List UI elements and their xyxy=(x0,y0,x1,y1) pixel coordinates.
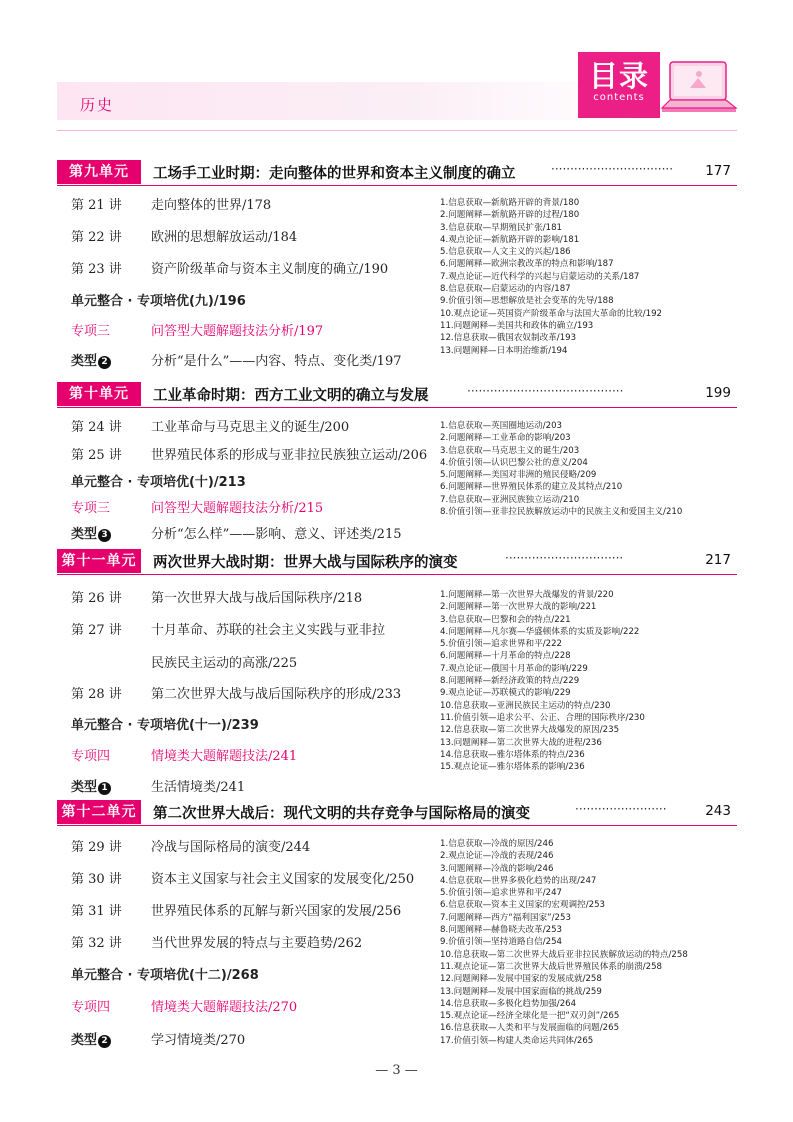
topic-item: 10.观点论证—英国资产阶级革命与法国大革命的比较/192 xyxy=(440,308,663,319)
topic-item: 1.信息获取—英国圈地运动/203 xyxy=(440,421,563,431)
toc-entry[interactable] xyxy=(71,416,349,435)
topic-item: 2.问题阐释—工业革命的影响/203 xyxy=(440,433,571,444)
topic-item: 8.问题阐释—赫鲁晓夫改革/253 xyxy=(440,925,563,936)
topic-item: 15.观点论证—经济全球化是一把“双刃剑”/265 xyxy=(440,1011,620,1022)
special-topic-entry[interactable] xyxy=(71,996,297,1015)
entry-text: 当代世界发展的特点与主要趋势/262 xyxy=(151,936,363,951)
toc-entry[interactable] xyxy=(71,194,271,213)
toc-entry[interactable] xyxy=(71,836,310,855)
unit-12 xyxy=(57,800,737,1048)
topic-item: 7.观点论证—近代科学的兴起与启蒙运动的关系/187 xyxy=(440,271,640,282)
unit-heading xyxy=(57,549,737,575)
unit-page: 199 xyxy=(705,385,731,401)
unit-underline xyxy=(57,825,737,826)
toc-entry[interactable] xyxy=(71,258,388,277)
entry-text: 分析“怎么样”——影响、意义、评述类/215 xyxy=(151,527,402,542)
unit-11 xyxy=(57,549,737,795)
unit-title: 工业革命时期：西方工业文明的确立与发展 xyxy=(153,388,429,404)
topic-list xyxy=(440,420,740,518)
entry-text: 生活情境类/241 xyxy=(151,780,246,795)
topic-item: 5.信息获取—人文主义的兴起/186 xyxy=(440,247,571,258)
entry-label: 类型 xyxy=(71,354,98,369)
topic-item: 7.信息获取—亚洲民族独立运动/210 xyxy=(440,494,580,505)
topic-item: 12.问题阐释—发展中国家的发展成就/258 xyxy=(440,974,602,985)
entry-label: 第 24 讲 xyxy=(71,420,122,435)
topic-item: 10.信息获取—亚洲民族民主运动的特点/230 xyxy=(440,700,611,711)
unit-tag: 第十二单元 xyxy=(57,800,141,824)
unit-page: 217 xyxy=(705,552,731,568)
topic-item: 2.观点论证—冷战的表现/246 xyxy=(440,851,554,862)
topic-item: 3.信息获取—早期殖民扩张/181 xyxy=(440,222,563,233)
special-topic-entry[interactable] xyxy=(71,320,323,339)
topic-item: 5.问题阐释—美国对非洲的殖民侵略/209 xyxy=(440,470,597,481)
topic-item: 13.问题阐释—发展中国家面临的挑战/259 xyxy=(440,986,602,997)
unit-heading xyxy=(57,800,737,826)
unit-10 xyxy=(57,382,737,542)
topic-item: 3.信息获取—马克思主义的诞生/203 xyxy=(440,445,580,456)
topic-item: 14.信息获取—多极化趋势加强/264 xyxy=(440,998,577,1009)
unit-underline xyxy=(57,407,737,408)
header-rule xyxy=(57,130,737,131)
number-badge: 2 xyxy=(98,356,111,369)
contents-logo-sub: contents xyxy=(593,92,645,103)
topic-item: 2.问题阐释—第一次世界大战的影响/221 xyxy=(440,602,597,613)
number-badge: 1 xyxy=(98,782,111,795)
subject-title: 历史 xyxy=(80,96,115,114)
toc-entry[interactable] xyxy=(71,683,401,702)
header-band xyxy=(57,82,631,120)
topic-item: 14.信息获取—雅尔塔体系的特点/236 xyxy=(440,749,585,760)
entry-label: 单元整合 · 专项培优(十二)/268 xyxy=(71,968,259,983)
topic-item: 6.问题阐释—欧洲宗教改革的特点和影响/187 xyxy=(440,259,614,270)
topic-item: 15.观点论证—雅尔塔体系的影响/236 xyxy=(440,762,585,773)
type-entry[interactable] xyxy=(71,523,402,542)
entry-text: 学习情境类/270 xyxy=(151,1033,246,1048)
topic-item: 6.信息获取—资本主义国家的宏观调控/253 xyxy=(440,900,605,911)
entry-text: 第一次世界大战与战后国际秩序/218 xyxy=(151,591,363,606)
topic-item: 9.价值引领—坚持道路自信/254 xyxy=(440,937,563,948)
entry-label: 第 32 讲 xyxy=(71,936,122,951)
topic-item: 6.问题阐释—世界殖民体系的建立及其特点/210 xyxy=(440,482,623,493)
entry-text: 走向整体的世界/178 xyxy=(151,198,272,213)
entry-text: 冷战与国际格局的演变/244 xyxy=(151,840,311,855)
unit-review-entry[interactable] xyxy=(71,471,246,490)
entry-label: 单元整合 · 专项培优(十)/213 xyxy=(71,475,246,490)
topic-item: 11.观点论证—第二次世界大战后世界殖民体系的崩溃/258 xyxy=(440,961,663,972)
page-number: — 3 — xyxy=(375,1063,418,1078)
unit-9 xyxy=(57,160,737,369)
unit-heading xyxy=(57,382,737,408)
entry-text: 世界殖民体系的瓦解与新兴国家的发展/256 xyxy=(151,904,402,919)
entry-label: 第 28 讲 xyxy=(71,687,122,702)
toc-entry[interactable] xyxy=(71,868,414,887)
topic-item: 5.价值引领—追求世界和平/247 xyxy=(440,888,563,899)
toc-entry[interactable] xyxy=(71,444,427,463)
unit-tag: 第十单元 xyxy=(57,382,141,406)
topic-item: 17.价值引领—构建人类命运共同体/265 xyxy=(440,1035,594,1046)
entry-label: 专项四 xyxy=(71,749,111,764)
type-entry[interactable] xyxy=(71,776,245,795)
unit-review-entry[interactable] xyxy=(71,714,259,733)
entry-label: 第 29 讲 xyxy=(71,840,122,855)
topic-item: 12.信息获取—第二次世界大战爆发的原因/235 xyxy=(440,725,620,736)
entry-text: 欧洲的思想解放运动/184 xyxy=(151,230,298,245)
unit-page: 177 xyxy=(705,163,731,179)
entry-label: 类型 xyxy=(71,527,98,542)
entry-text: 资本主义国家与社会主义国家的发展变化/250 xyxy=(151,872,415,887)
number-badge: 2 xyxy=(98,1035,111,1048)
entry-label: 第 21 讲 xyxy=(71,198,122,213)
leader-dots: ········································· xyxy=(467,384,624,398)
topic-item: 1.信息获取—冷战的原因/246 xyxy=(440,839,554,849)
topic-list xyxy=(440,589,740,773)
unit-tag: 第十一单元 xyxy=(57,549,141,573)
unit-review-entry[interactable] xyxy=(71,964,259,983)
entry-label: 专项三 xyxy=(71,324,111,339)
unit-heading xyxy=(57,160,737,186)
entry-label: 第 25 讲 xyxy=(71,448,122,463)
entry-text: 情境类大题解题技法/270 xyxy=(151,1000,298,1015)
leader-dots: ······························· xyxy=(505,551,624,565)
topic-item: 8.信息获取—启蒙运动的内容/187 xyxy=(440,284,571,295)
toc-entry[interactable] xyxy=(71,900,401,919)
toc-entry[interactable] xyxy=(71,932,362,951)
entry-text: 问答型大题解题技法分析/197 xyxy=(151,324,324,339)
unit-page: 243 xyxy=(705,803,731,819)
special-topic-entry[interactable] xyxy=(71,497,323,516)
entry-label: 第 26 讲 xyxy=(71,591,122,606)
entry-label: 类型 xyxy=(71,1033,98,1048)
topic-list xyxy=(440,838,740,1047)
entry-label: 类型 xyxy=(71,780,98,795)
laptop-icon xyxy=(660,56,740,126)
contents-logo xyxy=(578,52,660,118)
number-badge: 3 xyxy=(98,529,111,542)
topic-item: 8.价值引领—亚非拉民族解放运动中的民族主义和爱国主义/210 xyxy=(440,507,683,518)
topic-item: 4.信息获取—世界多极化趋势的出现/247 xyxy=(440,875,597,886)
topic-list xyxy=(440,197,740,357)
unit-underline xyxy=(57,185,737,186)
topic-item: 4.问题阐释—凡尔赛—华盛顿体系的实质及影响/222 xyxy=(440,626,640,637)
leader-dots: ································ xyxy=(551,162,674,176)
unit-review-entry[interactable] xyxy=(71,290,246,309)
entry-text: 第二次世界大战与战后国际秩序的形成/233 xyxy=(151,687,402,702)
topic-item: 7.观点论证—俄国十月革命的影响/229 xyxy=(440,663,588,674)
topic-item: 1.问题阐释—第一次世界大战爆发的背景/220 xyxy=(440,590,614,600)
special-topic-entry[interactable] xyxy=(71,745,297,764)
topic-item: 3.问题阐释—冷战的影响/246 xyxy=(440,863,554,874)
type-entry[interactable] xyxy=(71,1029,245,1048)
entry-text: 分析“是什么”——内容、特点、变化类/197 xyxy=(151,354,402,369)
topic-item: 2.问题阐释—新航路开辟的过程/180 xyxy=(440,210,580,221)
entry-label: 单元整合 · 专项培优(九)/196 xyxy=(71,294,246,309)
unit-underline xyxy=(57,574,737,575)
topic-item: 11.问题阐释—美国共和政体的确立/193 xyxy=(440,320,594,331)
topic-item: 13.问题阐释—第二次世界大战的进程/236 xyxy=(440,737,602,748)
topic-item: 6.问题阐释—十月革命的特点/228 xyxy=(440,651,571,662)
entry-text: 情境类大题解题技法/241 xyxy=(151,749,298,764)
entry-label: 第 22 讲 xyxy=(71,230,122,245)
entry-label: 第 31 讲 xyxy=(71,904,122,919)
entry-label: 专项三 xyxy=(71,501,111,516)
entry-label: 专项四 xyxy=(71,1000,111,1015)
entry-text: 民族民主运动的高涨/225 xyxy=(151,656,298,671)
topic-item: 16.信息获取—人类和平与发展面临的问题/265 xyxy=(440,1023,620,1034)
entry-label: 第 30 讲 xyxy=(71,872,122,887)
toc-entry[interactable] xyxy=(71,587,362,606)
topic-item: 11.价值引领—追求公平、公正、合理的国际秩序/230 xyxy=(440,712,645,723)
entry-text: 工业革命与马克思主义的诞生/200 xyxy=(151,420,350,435)
topic-item: 7.问题阐释—西方“福利国家”/253 xyxy=(440,912,571,923)
topic-item: 13.问题阐释—日本明治维新/194 xyxy=(440,345,568,356)
unit-tag: 第九单元 xyxy=(57,160,141,184)
topic-item: 4.观点论证—新航路开辟的影响/181 xyxy=(440,234,580,245)
topic-item: 9.价值引领—思想解放是社会变革的先导/188 xyxy=(440,296,614,307)
unit-title: 工场手工业时期：走向整体的世界和资本主义制度的确立 xyxy=(153,166,516,182)
topic-item: 10.信息获取—第二次世界大战后亚非拉民族解放运动的特点/258 xyxy=(440,949,688,960)
entry-text: 十月革命、苏联的社会主义实践与亚非拉 xyxy=(151,623,386,638)
toc-entry-continued[interactable] xyxy=(71,652,297,671)
topic-item: 1.信息获取—新航路开辟的背景/180 xyxy=(440,198,580,208)
entry-label: 第 27 讲 xyxy=(71,623,122,638)
unit-title: 两次世界大战时期：世界大战与国际秩序的演变 xyxy=(153,555,458,571)
toc-entry[interactable] xyxy=(71,226,297,245)
topic-item: 9.观点论证—苏联模式的影响/229 xyxy=(440,688,571,699)
unit-title: 第二次世界大战后：现代文明的共存竞争与国际格局的演变 xyxy=(153,806,530,822)
contents-logo-main: 目录 xyxy=(588,59,649,93)
topic-item: 3.信息获取—巴黎和会的特点/221 xyxy=(440,614,571,625)
topic-item: 12.信息获取—俄国农奴制改革/193 xyxy=(440,333,577,344)
topic-item: 8.问题阐释—新经济政策的特点/229 xyxy=(440,676,580,687)
topic-item: 5.价值引领—追求世界和平/222 xyxy=(440,639,563,650)
topic-item: 4.价值引领—认识巴黎公社的意义/204 xyxy=(440,457,588,468)
entry-text: 资产阶级革命与资本主义制度的确立/190 xyxy=(151,262,389,277)
toc-entry[interactable] xyxy=(71,619,385,638)
entry-text: 世界殖民体系的形成与亚非拉民族独立运动/206 xyxy=(151,448,428,463)
entry-label: 第 23 讲 xyxy=(71,262,122,277)
type-entry[interactable] xyxy=(71,350,402,369)
entry-text: 问答型大题解题技法分析/215 xyxy=(151,501,324,516)
leader-dots: ························ xyxy=(575,802,667,816)
entry-label: 单元整合 · 专项培优(十一)/239 xyxy=(71,718,259,733)
